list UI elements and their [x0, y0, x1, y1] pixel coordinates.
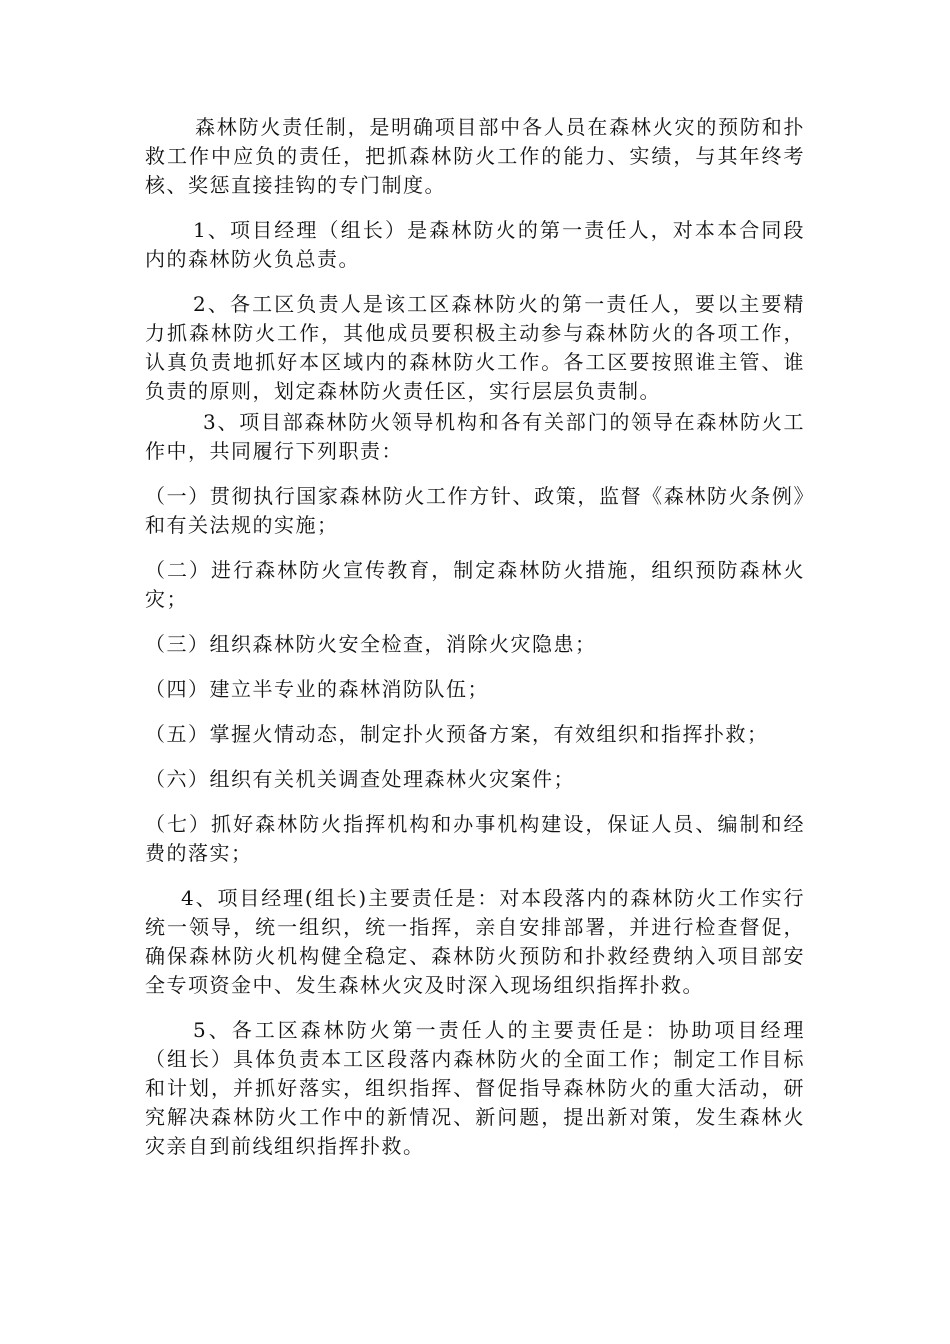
- intro-paragraph: 森林防火责任制，是明确项目部中各人员在森林火灾的预防和扑救工作中应负的责任，把抓森林防火工作的能力、实绩，与其年终考核、奖惩直接挂钩的专门制度。: [145, 115, 805, 197]
- item-3-paragraph: 3、项目部森林防火领导机构和各有关部门的领导在森林防火工作中，共同履行下列职责：: [145, 410, 805, 463]
- item-5-paragraph: 5、各工区森林防火第一责任人的主要责任是：协助项目经理（组长）具体负责本工区段落内森林防火的全面工作；制定工作目标和计划，并抓好落实，组织指挥、督促指导森林防火的重大活动，研究解决森林防火工作中的新情况、新问题，提出新对策，发生森林火灾亲自到前线组织指挥扑救。: [145, 1018, 805, 1158]
- duty-4-paragraph: （四）建立半专业的森林消防队伍；: [145, 677, 489, 701]
- duty-3-paragraph: （三）组织森林防火安全检查，消除火灾隐患；: [145, 632, 597, 656]
- item-1-paragraph: 1、项目经理（组长）是森林防火的第一责任人，对本本合同段内的森林防火负总责。: [145, 218, 805, 271]
- item-4-paragraph: 4、项目经理(组长)主要责任是：对本段落内的森林防火工作实行统一领导，统一组织，统一指挥，亲自安排部署，并进行检查督促，确保森林防火机构健全稳定、森林防火预防和扑救经费纳入项目部安全专项资金中、发生森林火灾及时深入现场组织指挥扑救。: [145, 886, 805, 997]
- item-2-paragraph: 2、各工区负责人是该工区森林防火的第一责任人，要以主要精力抓森林防火工作，其他成员要积极主动参与森林防火的各项工作，认真负责地抓好本区域内的森林防火工作。各工区要按照谁主管、谁负责的原则，划定森林防火责任区，实行层层负责制。: [145, 292, 805, 403]
- duty-5-paragraph: （五）掌握火情动态，制定扑火预备方案，有效组织和指挥扑救；: [145, 722, 769, 746]
- duty-1-paragraph: （一）贯彻执行国家森林防火工作方针、政策，监督《森林防火条例》和有关法规的实施；: [145, 484, 805, 537]
- duty-7-paragraph: （七）抓好森林防火指挥机构和办事机构建设，保证人员、编制和经费的落实；: [145, 812, 805, 865]
- duty-6-paragraph: （六）组织有关机关调查处理森林火灾案件；: [145, 767, 575, 791]
- document-body: [145, 113, 805, 1161]
- duty-2-paragraph: （二）进行森林防火宣传教育，制定森林防火措施，组织预防森林火灾；: [145, 558, 805, 611]
